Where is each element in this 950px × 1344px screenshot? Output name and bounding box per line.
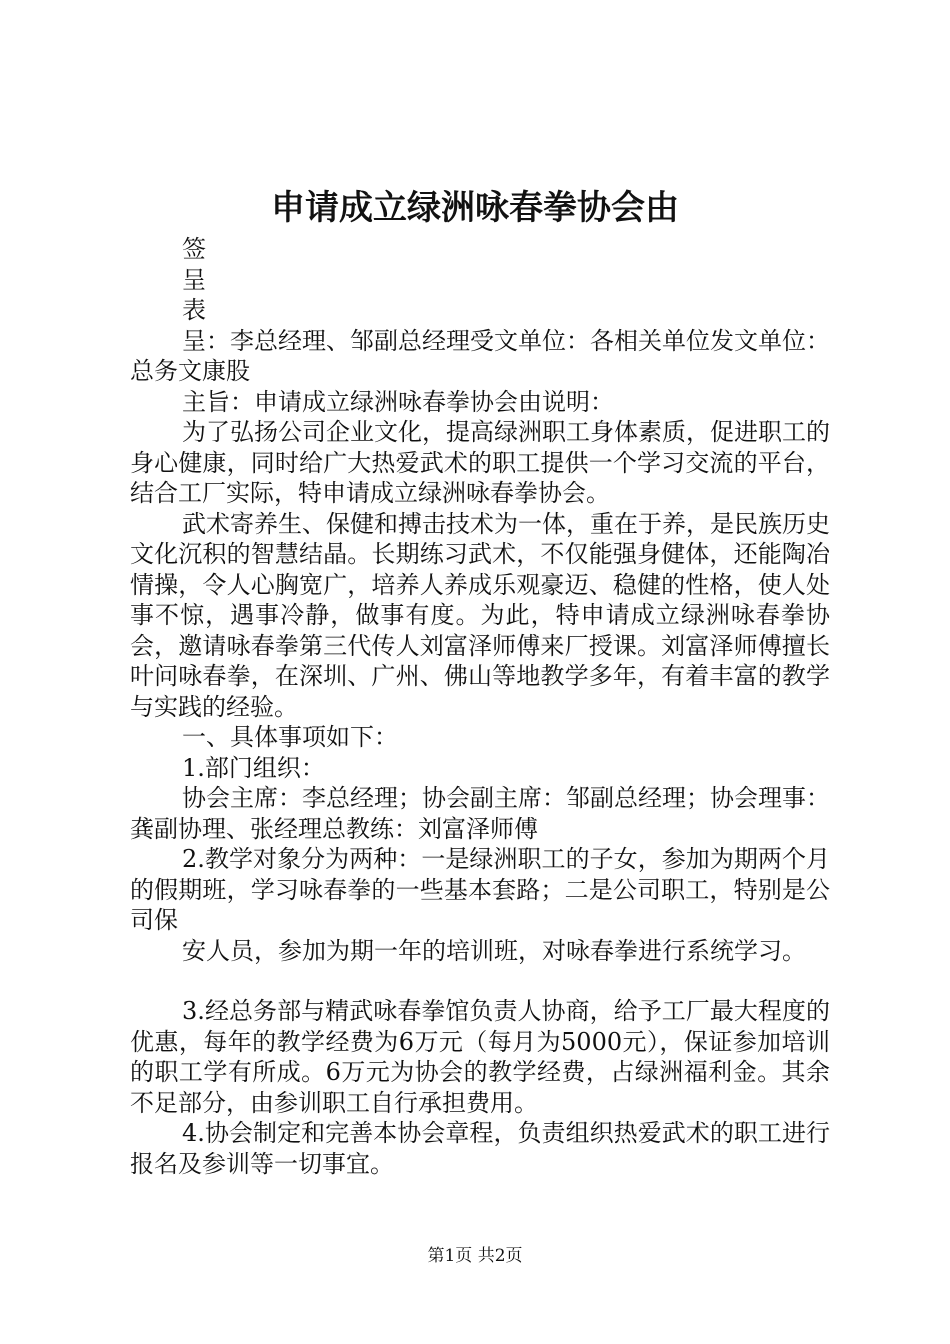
item-heading: 1.部门组织： [182,753,325,782]
body-paragraph: 4.协会制定和完善本协会章程，负责组织热爱武术的职工进行报名及参训等一切事宜。 [130,1119,830,1178]
document-title: 申请成立绿洲咏春拳协会由 [271,188,679,228]
document-body [130,234,830,1179]
body-paragraph: 武术寄养生、保健和搏击技术为一体，重在于养，是民族历史文化沉积的智慧结晶。长期练习武术，不仅能强身健体，还能陶冶情操，令人心胸宽广，培养人养成乐观豪迈、稳健的性格，使人处事不惊，遇事冷静，做事有度。为此，特申请成立绿洲咏春拳协会，邀请咏春拳第三代传人刘富泽师傅来厂授课。刘富泽师傅擅长叶问咏春拳，在深圳、广州、佛山等地教学多年，有着丰富的教学与实践的经验。 [130,509,830,721]
body-paragraph: 协会主席：李总经理；协会副主席：邹副总经理；协会理事：龚副协理、张经理总教练：刘富泽师傅 [130,784,830,843]
body-paragraph: 3.经总务部与精武咏春拳馆负责人协商，给予工厂最大程度的优惠，每年的教学经费为6万元（每月为5000元），保证参加培训的职工学有所成。6万元为协会的教学经费，占绿洲福利金。其余不足部分，由参训职工自行承担费用。 [130,997,830,1117]
page-number: 第1页 共2页 [427,1246,523,1266]
vertical-label-char: 呈 [182,265,206,294]
paragraph-gap [130,966,830,996]
subject-paragraph: 主旨：申请成立绿洲咏春拳协会由说明： [182,387,614,416]
body-paragraph: 安人员，参加为期一年的培训班，对咏春拳进行系统学习。 [182,936,806,965]
section-heading: 一、具体事项如下： [182,723,398,751]
body-paragraph: 为了弘扬公司企业文化，提高绿洲职工身体素质，促进职工的身心健康，同时给广大热爱武术的职工提供一个学习交流的平台，结合工厂实际，特申请成立绿洲咏春拳协会。 [130,418,830,507]
vertical-label-char: 表 [182,296,206,324]
body-paragraph: 2.教学对象分为两种：一是绿洲职工的子女，参加为期两个月的假期班，学习咏春拳的一些基本套路；二是公司职工，特别是公司保 [130,845,830,934]
vertical-label-char: 签 [182,235,206,263]
recipients-paragraph: 呈：李总经理、邹副总经理受文单位：各相关单位发文单位：总务文康股 [130,326,830,385]
